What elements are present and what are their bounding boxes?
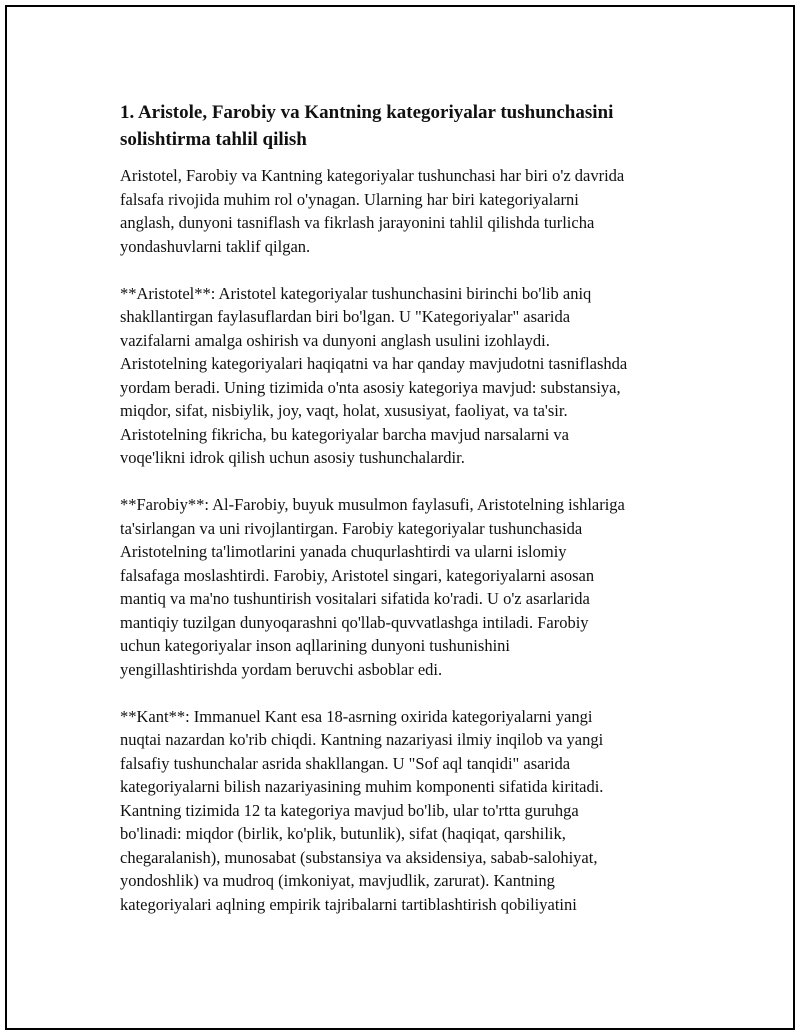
text-line: mantiq va ma'no tushuntirish vositalari sifatida ko'radi. U o'z asarlarida <box>120 589 590 608</box>
text-line: **Farobiy**: Al-Farobiy, buyuk musulmon faylasufi, Aristotelning ishlariga <box>120 495 625 514</box>
page-frame <box>5 5 795 1030</box>
text-line: chegaralanish), munosabat (substansiya va aksidensiya, sabab-salohiyat, <box>120 847 598 867</box>
text-line: **Aristotel**: Aristotel kategoriyalar tushunchasini birinchi bo'lib aniq <box>120 283 592 303</box>
text-line: falsafiy tushunchalar asrida shakllangan. U "Sof aql tanqidi" asarida <box>120 753 571 773</box>
text-line: nuqtai nazardan ko'rib chiqdi. Kantning nazariyasi ilmiy inqilob va yangi <box>120 730 604 749</box>
text-line: Aristotelning kategoriyalari haqiqatni va har qanday mavjudotni tasniflashda <box>120 354 628 373</box>
text-line: uchun kategoriyalar inson aqllarining dunyoni tushunishini <box>120 636 510 655</box>
text-line: **Kant**: Immanuel Kant esa 18-asrning oxirida kategoriyalarni yangi <box>120 706 593 726</box>
text-line: yordam beradi. Uning tizimida o'nta asosiy kategoriya mavjud: substansiya, <box>120 377 621 397</box>
text-line: Aristotelning fikricha, bu kategoriyalar barcha mavjud narsalarni va <box>120 424 569 444</box>
text-line: yondoshlik) va mudroq (imkoniyat, mavjudlik, zarurat). Kantning <box>120 871 555 890</box>
text-line: yondashuvlarni taklif qilgan. <box>120 236 311 256</box>
section-heading <box>120 99 695 153</box>
document-body <box>120 99 695 940</box>
intro-paragraph <box>120 164 695 258</box>
text-line: Aristotelning ta'limotlarini yanada chuqurlashtirdi va ularni islomiy <box>120 542 567 561</box>
text-line: mantiqiy tuzilgan dunyoqarashni qo'llab-quvvatlashga intiladi. Farobiy <box>120 612 589 632</box>
aristotel-paragraph <box>120 282 695 470</box>
text-line: vazifalarni amalga oshirish va dunyoni anglash usulini izohlaydi. <box>120 330 550 350</box>
text-line: shakllantirgan faylasuflardan biri bo'lgan. U "Kategoriyalar" asarida <box>120 307 571 326</box>
text-line: miqdor, sifat, nisbiylik, joy, vaqt, holat, xususiyat, faoliyat, va ta'sir. <box>120 401 568 420</box>
text-line: Kantning tizimida 12 ta kategoriya mavjud bo'lib, ular to'rtta guruhga <box>120 800 579 820</box>
text-line: anglash, dunyoni tasniflash va fikrlash jarayonini tahlil qilishda turlicha <box>120 213 595 232</box>
text-line: voqe'likni idrok qilish uchun asosiy tushunchalardir. <box>120 448 465 467</box>
heading-line: 1. Aristole, Farobiy va Kantning kategoriyalar tushunchasini <box>120 102 614 123</box>
text-line: bo'linadi: miqdor (birlik, ko'plik, butunlik), sifat (haqiqat, qarshilik, <box>120 824 566 843</box>
text-line: kategoriyalarni bilish nazariyasining muhim komponenti sifatida kiritadi. <box>120 777 604 796</box>
text-line: falsafaga moslashtirdi. Farobiy, Aristotel singari, kategoriyalarni asosan <box>120 565 595 585</box>
text-line: falsafa rivojida muhim rol o'ynagan. Ularning har biri kategoriyalarni <box>120 189 579 209</box>
text-line: kategoriyalari aqlning empirik tajribalarni tartiblashtirish qobiliyatini <box>120 894 577 914</box>
text-line: Aristotel, Farobiy va Kantning kategoriyalar tushunchasi har biri o'z davrida <box>120 166 625 185</box>
heading-line: solishtirma tahlil qilish <box>120 129 307 150</box>
text-line: ta'sirlangan va uni rivojlantirgan. Farobiy kategoriyalar tushunchasida <box>120 518 583 538</box>
text-line: yengillashtirishda yordam beruvchi asboblar edi. <box>120 659 443 679</box>
farobiy-paragraph <box>120 493 695 681</box>
kant-paragraph <box>120 705 695 917</box>
